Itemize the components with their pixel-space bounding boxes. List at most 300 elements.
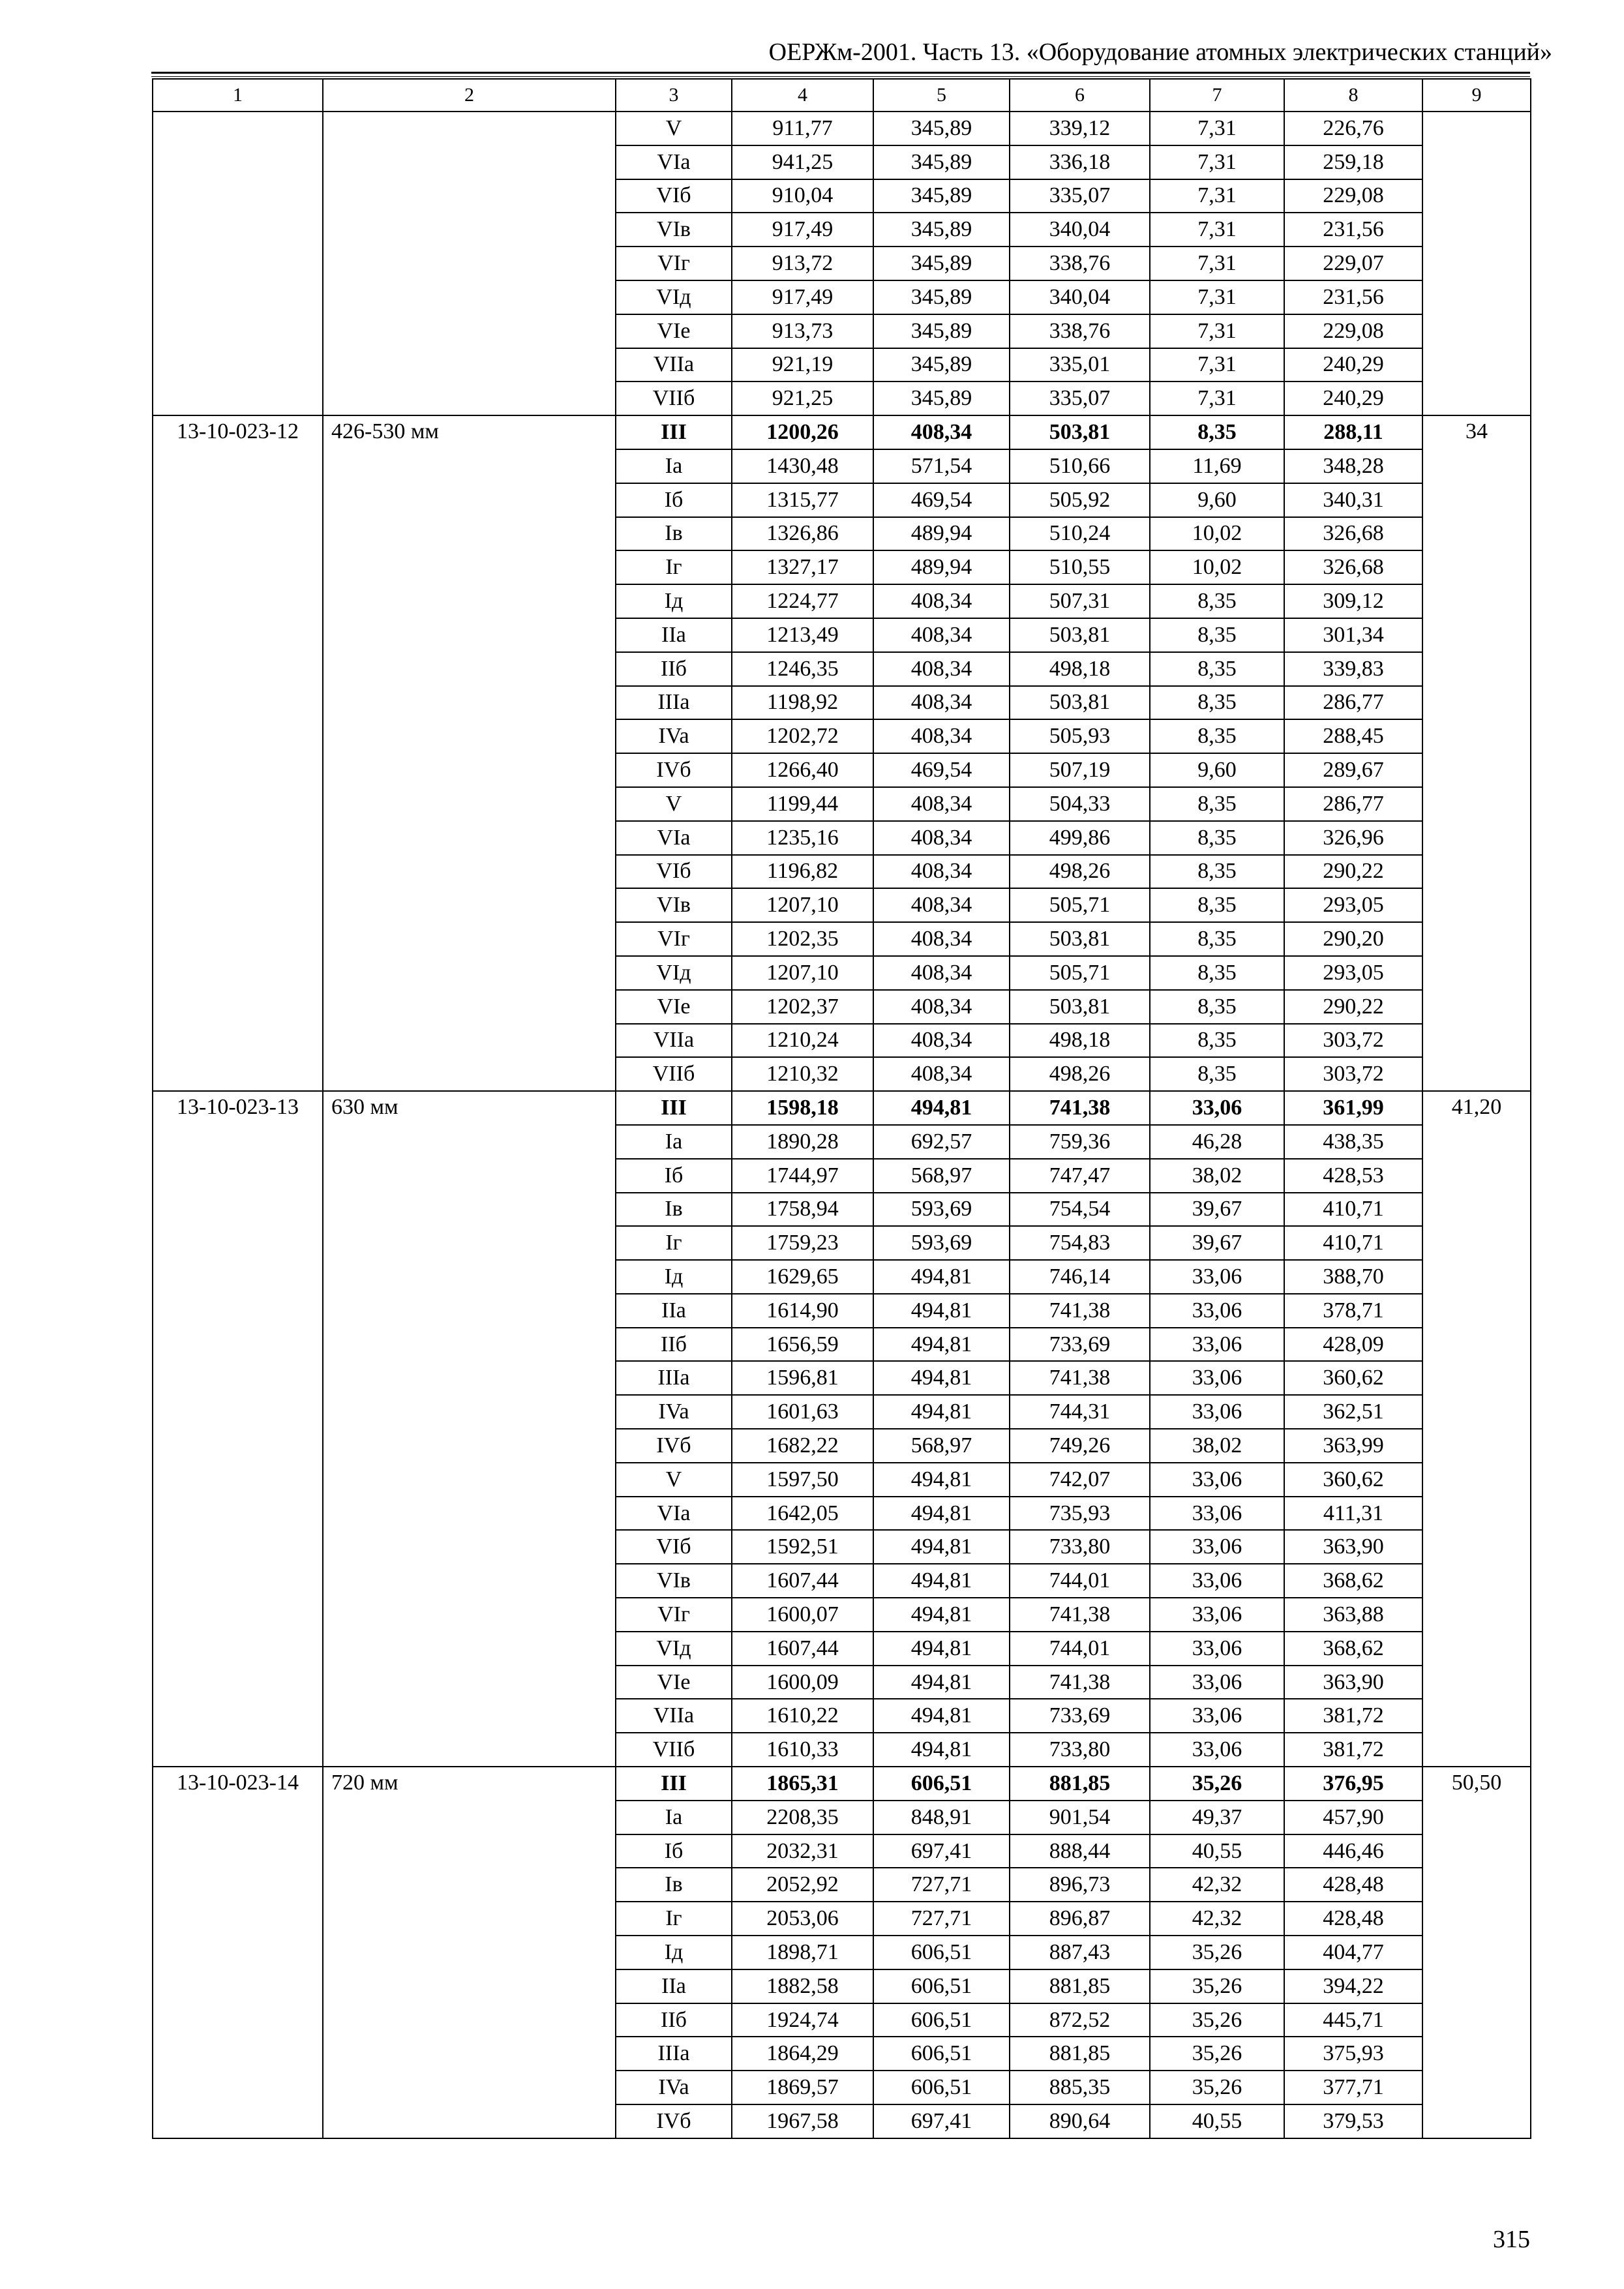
category-cell: IIIa [616, 2037, 732, 2071]
col6-value: 754,54 [1010, 1193, 1150, 1227]
col4-value: 917,49 [732, 280, 873, 314]
table-row [153, 112, 1531, 145]
col5-value: 408,34 [873, 956, 1010, 990]
category-cell: VIб [616, 179, 732, 213]
col8-value: 411,31 [1284, 1497, 1422, 1531]
col5-value: 494,81 [873, 1328, 1010, 1362]
col6-value: 733,80 [1010, 1733, 1150, 1767]
col5-value: 494,81 [873, 1598, 1010, 1632]
col8-value: 377,71 [1284, 2071, 1422, 2104]
col4-value: 941,25 [732, 145, 873, 179]
table-row [153, 1767, 1531, 1801]
col4-value: 1202,35 [732, 922, 873, 956]
col7-value: 7,31 [1150, 280, 1284, 314]
col8-value: 360,62 [1284, 1361, 1422, 1395]
col6-value: 335,07 [1010, 179, 1150, 213]
col8-value: 446,46 [1284, 1834, 1422, 1868]
column-header: 9 [1422, 79, 1531, 112]
col5-value: 469,54 [873, 483, 1010, 517]
col7-value: 8,35 [1150, 956, 1284, 990]
col7-value: 8,35 [1150, 1024, 1284, 1058]
col7-value: 9,60 [1150, 753, 1284, 787]
category-cell: IIa [616, 618, 732, 652]
col6-value: 749,26 [1010, 1429, 1150, 1463]
col4-value: 1600,07 [732, 1598, 873, 1632]
column-header: 2 [323, 79, 616, 112]
col4-value: 1642,05 [732, 1497, 873, 1531]
col5-value: 593,69 [873, 1226, 1010, 1260]
col7-value: 9,60 [1150, 483, 1284, 517]
col7-value: 33,06 [1150, 1733, 1284, 1767]
col4-value: 1758,94 [732, 1193, 873, 1227]
column-header: 5 [873, 79, 1010, 112]
rate-code: 13-10-023-13 [153, 1091, 323, 1767]
col5-value: 469,54 [873, 753, 1010, 787]
col5-value: 494,81 [873, 1699, 1010, 1733]
col6-value: 498,26 [1010, 855, 1150, 889]
col8-value: 394,22 [1284, 1969, 1422, 2003]
col8-value: 286,77 [1284, 686, 1422, 720]
category-cell: Ia [616, 1801, 732, 1834]
col8-value: 326,68 [1284, 517, 1422, 551]
col8-value: 368,62 [1284, 1564, 1422, 1598]
category-cell: III [616, 415, 732, 449]
col6-value: 881,85 [1010, 2037, 1150, 2071]
category-cell: III [616, 1767, 732, 1801]
col4-value: 1198,92 [732, 686, 873, 720]
col6-value: 510,55 [1010, 550, 1150, 584]
col6-value: 901,54 [1010, 1801, 1150, 1834]
category-cell: VIб [616, 1530, 732, 1564]
running-header: ОЕРЖм-2001. Часть 13. «Оборудование атомных электрических станций» [768, 38, 1552, 66]
col5-value: 494,81 [873, 1564, 1010, 1598]
col5-value: 606,51 [873, 2071, 1010, 2104]
col6-value: 340,04 [1010, 213, 1150, 247]
col6-value: 741,38 [1010, 1666, 1150, 1699]
col7-value: 7,31 [1150, 179, 1284, 213]
col4-value: 917,49 [732, 213, 873, 247]
col5-value: 345,89 [873, 112, 1010, 145]
col7-value: 10,02 [1150, 550, 1284, 584]
col8-value: 428,48 [1284, 1902, 1422, 1936]
category-cell: III [616, 1091, 732, 1125]
col7-value: 8,35 [1150, 686, 1284, 720]
col4-value: 913,72 [732, 247, 873, 280]
col8-value: 368,62 [1284, 1632, 1422, 1666]
category-cell: VIв [616, 1564, 732, 1598]
page-number: 315 [1493, 2226, 1530, 2253]
col5-value: 606,51 [873, 1936, 1010, 1969]
col7-value: 35,26 [1150, 2037, 1284, 2071]
column-number-row [153, 79, 1531, 112]
category-cell: VIa [616, 145, 732, 179]
col5-value: 408,34 [873, 787, 1010, 821]
col5-value: 408,34 [873, 888, 1010, 922]
category-cell: Ia [616, 449, 732, 483]
col8-value: 288,45 [1284, 719, 1422, 753]
col7-value: 39,67 [1150, 1193, 1284, 1227]
col4-value: 910,04 [732, 179, 873, 213]
col4-value: 1210,32 [732, 1057, 873, 1091]
col5-value: 568,97 [873, 1429, 1010, 1463]
col5-value: 408,34 [873, 821, 1010, 855]
col6-value: 505,71 [1010, 956, 1150, 990]
col6-value: 503,81 [1010, 922, 1150, 956]
col8-value: 404,77 [1284, 1936, 1422, 1969]
col6-value: 338,76 [1010, 247, 1150, 280]
col5-value: 408,34 [873, 990, 1010, 1024]
col5-value: 494,81 [873, 1091, 1010, 1125]
col6-value: 503,81 [1010, 686, 1150, 720]
category-cell: Iд [616, 1260, 732, 1294]
col4-value: 2208,35 [732, 1801, 873, 1834]
category-cell: VIг [616, 922, 732, 956]
col6-value: 744,01 [1010, 1564, 1150, 1598]
col8-value: 340,31 [1284, 483, 1422, 517]
col4-value: 911,77 [732, 112, 873, 145]
col5-value: 489,94 [873, 517, 1010, 551]
col9-value: 41,20 [1422, 1091, 1531, 1767]
col4-value: 1869,57 [732, 2071, 873, 2104]
column-header: 4 [732, 79, 873, 112]
pipe-diameter: 720 мм [323, 1767, 616, 2138]
col5-value: 494,81 [873, 1497, 1010, 1531]
col4-value: 2032,31 [732, 1834, 873, 1868]
col6-value: 335,07 [1010, 382, 1150, 415]
col7-value: 8,35 [1150, 990, 1284, 1024]
col4-value: 1614,90 [732, 1294, 873, 1328]
col5-value: 494,81 [873, 1632, 1010, 1666]
category-cell: VIIб [616, 382, 732, 415]
col8-value: 326,68 [1284, 550, 1422, 584]
col4-value: 1890,28 [732, 1125, 873, 1159]
col6-value: 503,81 [1010, 618, 1150, 652]
col6-value: 507,31 [1010, 584, 1150, 618]
col6-value: 747,47 [1010, 1159, 1150, 1193]
col8-value: 375,93 [1284, 2037, 1422, 2071]
category-cell: Iг [616, 1226, 732, 1260]
col8-value: 388,70 [1284, 1260, 1422, 1294]
col4-value: 1210,24 [732, 1024, 873, 1058]
col6-value: 881,85 [1010, 1969, 1150, 2003]
rates-table [152, 78, 1531, 2139]
col6-value: 744,31 [1010, 1395, 1150, 1429]
col9-value [1422, 112, 1531, 415]
col8-value: 309,12 [1284, 584, 1422, 618]
col8-value: 363,99 [1284, 1429, 1422, 1463]
col8-value: 339,83 [1284, 652, 1422, 686]
col4-value: 1246,35 [732, 652, 873, 686]
col8-value: 362,51 [1284, 1395, 1422, 1429]
col4-value: 1967,58 [732, 2104, 873, 2138]
col7-value: 35,26 [1150, 1936, 1284, 1969]
col5-value: 345,89 [873, 348, 1010, 382]
col6-value: 505,92 [1010, 483, 1150, 517]
col4-value: 1224,77 [732, 584, 873, 618]
col6-value: 890,64 [1010, 2104, 1150, 2138]
col7-value: 39,67 [1150, 1226, 1284, 1260]
category-cell: IIIa [616, 686, 732, 720]
category-cell: VIв [616, 888, 732, 922]
col6-value: 340,04 [1010, 280, 1150, 314]
col5-value: 345,89 [873, 145, 1010, 179]
col6-value: 498,18 [1010, 1024, 1150, 1058]
col5-value: 408,34 [873, 652, 1010, 686]
category-cell: VIa [616, 1497, 732, 1531]
col7-value: 8,35 [1150, 1057, 1284, 1091]
category-cell: Iв [616, 517, 732, 551]
col6-value: 499,86 [1010, 821, 1150, 855]
col6-value: 887,43 [1010, 1936, 1150, 1969]
col4-value: 913,73 [732, 314, 873, 348]
col4-value: 1199,44 [732, 787, 873, 821]
category-cell: IIб [616, 652, 732, 686]
column-header: 1 [153, 79, 323, 112]
column-header: 6 [1010, 79, 1150, 112]
column-header: 3 [616, 79, 732, 112]
col5-value: 345,89 [873, 382, 1010, 415]
col4-value: 1607,44 [732, 1564, 873, 1598]
column-header: 7 [1150, 79, 1284, 112]
category-cell: VIг [616, 1598, 732, 1632]
category-cell: VIIa [616, 1699, 732, 1733]
col5-value: 345,89 [873, 247, 1010, 280]
col4-value: 1597,50 [732, 1463, 873, 1497]
col6-value: 885,35 [1010, 2071, 1150, 2104]
col4-value: 921,19 [732, 348, 873, 382]
col4-value: 1202,72 [732, 719, 873, 753]
col4-value: 1610,22 [732, 1699, 873, 1733]
col5-value: 606,51 [873, 2037, 1010, 2071]
col8-value: 303,72 [1284, 1057, 1422, 1091]
col5-value: 489,94 [873, 550, 1010, 584]
col7-value: 38,02 [1150, 1159, 1284, 1193]
category-cell: IIa [616, 1969, 732, 2003]
col6-value: 754,83 [1010, 1226, 1150, 1260]
col8-value: 293,05 [1284, 956, 1422, 990]
col6-value: 744,01 [1010, 1632, 1150, 1666]
col6-value: 338,76 [1010, 314, 1150, 348]
col6-value: 510,66 [1010, 449, 1150, 483]
col6-value: 872,52 [1010, 2003, 1150, 2037]
col7-value: 38,02 [1150, 1429, 1284, 1463]
category-cell: V [616, 1463, 732, 1497]
pipe-diameter: 630 мм [323, 1091, 616, 1767]
col4-value: 2052,92 [732, 1868, 873, 1902]
col8-value: 301,34 [1284, 618, 1422, 652]
col7-value: 33,06 [1150, 1530, 1284, 1564]
col4-value: 1598,18 [732, 1091, 873, 1125]
col5-value: 408,34 [873, 855, 1010, 889]
col5-value: 494,81 [873, 1260, 1010, 1294]
col6-value: 505,93 [1010, 719, 1150, 753]
col7-value: 33,06 [1150, 1699, 1284, 1733]
col7-value: 7,31 [1150, 348, 1284, 382]
category-cell: Iв [616, 1193, 732, 1227]
col6-value: 896,87 [1010, 1902, 1150, 1936]
col6-value: 741,38 [1010, 1361, 1150, 1395]
col5-value: 345,89 [873, 179, 1010, 213]
col5-value: 697,41 [873, 1834, 1010, 1868]
col6-value: 510,24 [1010, 517, 1150, 551]
col6-value: 759,36 [1010, 1125, 1150, 1159]
col4-value: 1202,37 [732, 990, 873, 1024]
col8-value: 438,35 [1284, 1125, 1422, 1159]
col7-value: 33,06 [1150, 1666, 1284, 1699]
col5-value: 408,34 [873, 1024, 1010, 1058]
col7-value: 7,31 [1150, 382, 1284, 415]
col7-value: 35,26 [1150, 2071, 1284, 2104]
col7-value: 35,26 [1150, 1969, 1284, 2003]
col7-value: 8,35 [1150, 618, 1284, 652]
col8-value: 428,48 [1284, 1868, 1422, 1902]
col4-value: 1327,17 [732, 550, 873, 584]
category-cell: IIa [616, 1294, 732, 1328]
category-cell: IVб [616, 753, 732, 787]
col6-value: 507,19 [1010, 753, 1150, 787]
category-cell: IVб [616, 1429, 732, 1463]
col5-value: 494,81 [873, 1294, 1010, 1328]
col7-value: 40,55 [1150, 2104, 1284, 2138]
col5-value: 692,57 [873, 1125, 1010, 1159]
category-cell: Iб [616, 1159, 732, 1193]
rate-code: 13-10-023-12 [153, 415, 323, 1091]
category-cell: VIIб [616, 1057, 732, 1091]
col7-value: 8,35 [1150, 719, 1284, 753]
col4-value: 1196,82 [732, 855, 873, 889]
col4-value: 1610,33 [732, 1733, 873, 1767]
col5-value: 606,51 [873, 1767, 1010, 1801]
col6-value: 896,73 [1010, 1868, 1150, 1902]
col5-value: 494,81 [873, 1666, 1010, 1699]
col7-value: 40,55 [1150, 1834, 1284, 1868]
col8-value: 428,09 [1284, 1328, 1422, 1362]
col4-value: 1596,81 [732, 1361, 873, 1395]
header-rule-thin [151, 76, 1530, 77]
col7-value: 42,32 [1150, 1902, 1284, 1936]
col8-value: 363,90 [1284, 1530, 1422, 1564]
category-cell: VIб [616, 855, 732, 889]
col7-value: 49,37 [1150, 1801, 1284, 1834]
category-cell: IVa [616, 719, 732, 753]
col6-value: 735,93 [1010, 1497, 1150, 1531]
col4-value: 1682,22 [732, 1429, 873, 1463]
col6-value: 746,14 [1010, 1260, 1150, 1294]
category-cell: VIв [616, 213, 732, 247]
col5-value: 494,81 [873, 1463, 1010, 1497]
col5-value: 727,71 [873, 1902, 1010, 1936]
col6-value: 733,69 [1010, 1328, 1150, 1362]
col4-value: 1744,97 [732, 1159, 873, 1193]
col6-value: 733,69 [1010, 1699, 1150, 1733]
col7-value: 33,06 [1150, 1328, 1284, 1362]
col7-value: 8,35 [1150, 787, 1284, 821]
col8-value: 379,53 [1284, 2104, 1422, 2138]
pipe-diameter: 426-530 мм [323, 415, 616, 1091]
col6-value: 498,18 [1010, 652, 1150, 686]
col4-value: 921,25 [732, 382, 873, 415]
col7-value: 33,06 [1150, 1260, 1284, 1294]
col8-value: 361,99 [1284, 1091, 1422, 1125]
col7-value: 33,06 [1150, 1294, 1284, 1328]
col8-value: 445,71 [1284, 2003, 1422, 2037]
category-cell: VIд [616, 1632, 732, 1666]
col7-value: 10,02 [1150, 517, 1284, 551]
category-cell: V [616, 112, 732, 145]
category-cell: VIIa [616, 1024, 732, 1058]
col5-value: 408,34 [873, 415, 1010, 449]
col8-value: 410,71 [1284, 1226, 1422, 1260]
table-row [153, 415, 1531, 449]
col6-value: 335,01 [1010, 348, 1150, 382]
col5-value: 345,89 [873, 213, 1010, 247]
col8-value: 240,29 [1284, 382, 1422, 415]
table-body [153, 112, 1531, 2138]
col9-value: 34 [1422, 415, 1531, 1091]
col4-value: 1430,48 [732, 449, 873, 483]
table-row [153, 1091, 1531, 1125]
col6-value: 503,81 [1010, 990, 1150, 1024]
col8-value: 363,88 [1284, 1598, 1422, 1632]
col7-value: 11,69 [1150, 449, 1284, 483]
rate-code [153, 112, 323, 415]
col4-value: 2053,06 [732, 1902, 873, 1936]
col8-value: 428,53 [1284, 1159, 1422, 1193]
col4-value: 1200,26 [732, 415, 873, 449]
col4-value: 1207,10 [732, 888, 873, 922]
col4-value: 1213,49 [732, 618, 873, 652]
category-cell: Iг [616, 550, 732, 584]
category-cell: IIIa [616, 1361, 732, 1395]
col8-value: 381,72 [1284, 1733, 1422, 1767]
col6-value: 504,33 [1010, 787, 1150, 821]
col5-value: 571,54 [873, 449, 1010, 483]
category-cell: Iд [616, 584, 732, 618]
col4-value: 1656,59 [732, 1328, 873, 1362]
col8-value: 231,56 [1284, 213, 1422, 247]
col4-value: 1266,40 [732, 753, 873, 787]
col5-value: 408,34 [873, 584, 1010, 618]
col5-value: 345,89 [873, 280, 1010, 314]
category-cell: VIIб [616, 1733, 732, 1767]
col7-value: 8,35 [1150, 922, 1284, 956]
col7-value: 33,06 [1150, 1632, 1284, 1666]
col4-value: 1924,74 [732, 2003, 873, 2037]
col8-value: 290,22 [1284, 855, 1422, 889]
col7-value: 8,35 [1150, 888, 1284, 922]
col5-value: 408,34 [873, 719, 1010, 753]
col4-value: 1865,31 [732, 1767, 873, 1801]
col5-value: 494,81 [873, 1361, 1010, 1395]
col8-value: 360,62 [1284, 1463, 1422, 1497]
col7-value: 33,06 [1150, 1564, 1284, 1598]
col7-value: 35,26 [1150, 1767, 1284, 1801]
col6-value: 742,07 [1010, 1463, 1150, 1497]
col6-value: 498,26 [1010, 1057, 1150, 1091]
category-cell: Iв [616, 1868, 732, 1902]
col5-value: 494,81 [873, 1733, 1010, 1767]
category-cell: IIб [616, 1328, 732, 1362]
col7-value: 33,06 [1150, 1497, 1284, 1531]
col8-value: 290,22 [1284, 990, 1422, 1024]
col6-value: 741,38 [1010, 1598, 1150, 1632]
col5-value: 408,34 [873, 1057, 1010, 1091]
col7-value: 42,32 [1150, 1868, 1284, 1902]
col5-value: 697,41 [873, 2104, 1010, 2138]
col8-value: 293,05 [1284, 888, 1422, 922]
category-cell: VIa [616, 821, 732, 855]
col7-value: 35,26 [1150, 2003, 1284, 2037]
